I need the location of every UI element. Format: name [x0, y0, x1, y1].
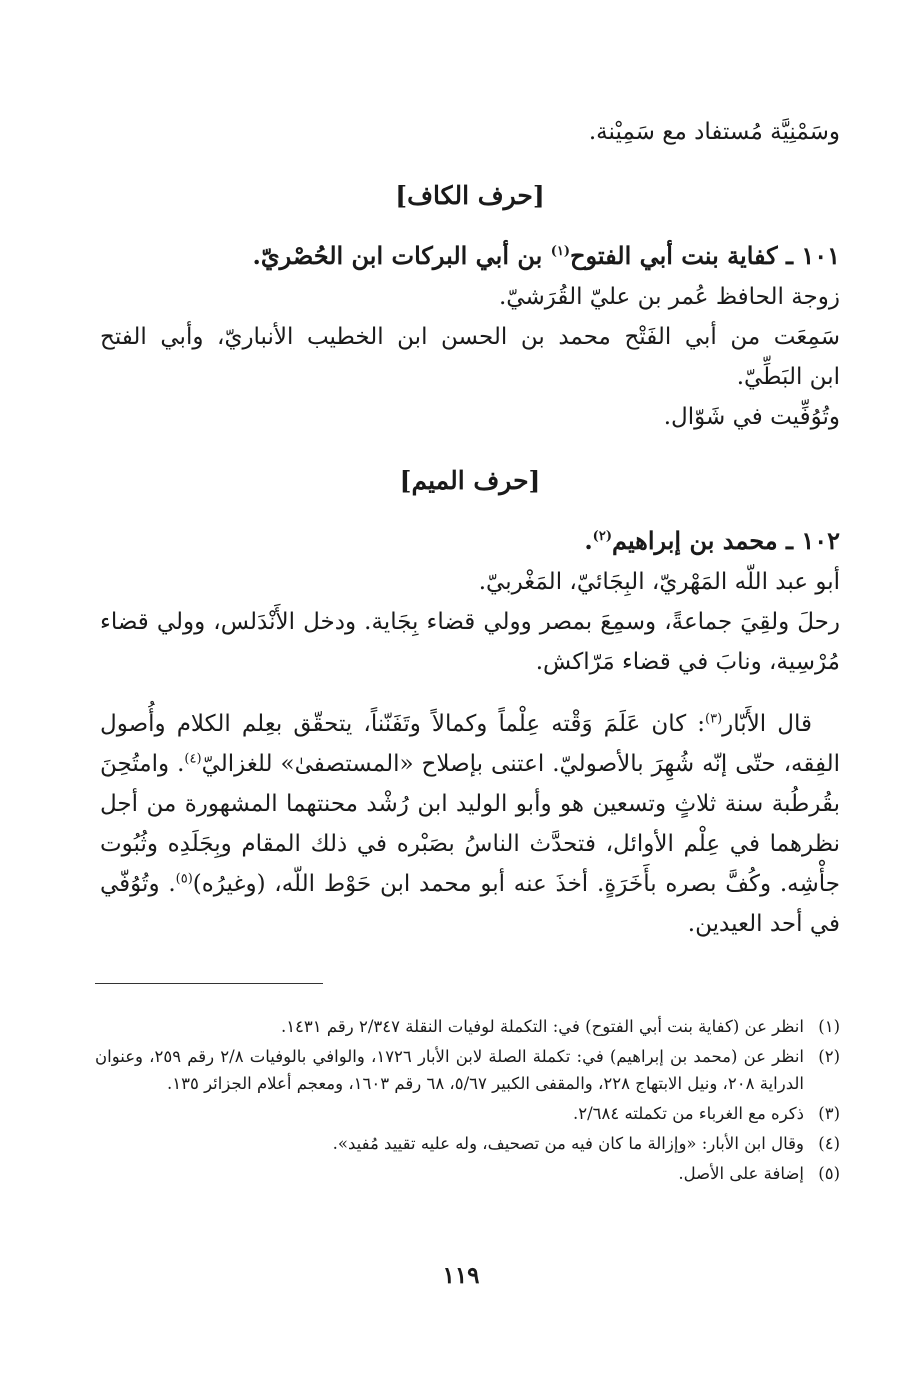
- section-heading-kaf: [حرف الكاف]: [395, 181, 545, 210]
- entry-102-line: أبو عبد اللّه المَهْريّ، البِجَائيّ، المَغْربيّ.: [478, 569, 840, 595]
- footnote: [95, 1043, 840, 1097]
- entry-name: كفاية بنت أبي الفتوح: [569, 241, 778, 270]
- main-text: [100, 112, 840, 944]
- entry-101-line: ابن البَطِّيّ.: [736, 364, 840, 390]
- footnote-ref-2: (٢): [592, 529, 612, 544]
- entry-101-line: زوجة الحافظ عُمر بن عليّ القُرَشيّ.: [498, 284, 840, 310]
- footnotes: [95, 1013, 840, 1190]
- footnote-text: إضافة على الأصل.: [678, 1164, 804, 1183]
- footnote-text: ذكره مع الغرباء من تكملته ٢/٦٨٤.: [572, 1104, 804, 1123]
- footnote-ref-5: (٥): [175, 871, 193, 887]
- page-number: ١١٩: [442, 1262, 480, 1289]
- continuation-line: وسَمْنِيَّة مُستفاد مع سَمِيْنة.: [588, 119, 840, 145]
- footnote-number: (٤): [818, 1134, 840, 1153]
- section-heading-mim: [حرف الميم]: [399, 466, 541, 495]
- entry-name-rest: .: [584, 526, 593, 555]
- entry-102-paragraph: قال الأَبّار$^{(٣)}$: كان عَلَمَ وَقْته عِلْماً وكمالاً وتَفَنّناً، يتحقّق بعِلم الكلام وأُصول الفِقه، حتّى إنّه شُهِرَ بالأصوليّ. اعتنى بإصلاح «المستصفىٰ» للغزاليّ$^{(٤)}$. وامتُحِنَ بقُرطُبة سنة ثلاثٍ وتسعين هو وأبو الوليد ابن رُشْد محنتهما المشهورة من أجل نظرهما في عِلْم الأوائل، فتحدَّث الناسُ بصَبْره في ذلك المقام وبِجَلَدِه وثُبُوت جأْشِه. وكُفَّ بصره بأَخَرَةٍ. أخذَ عنه أبو محمد ابن حَوْط اللّه، (وغيرُه)$^{(٥)}$. وتُوُفّي في أحد العيدين.: [100, 711, 841, 937]
- footnote-divider: [95, 983, 323, 984]
- footnote-text: انظر عن (كفاية بنت أبي الفتوح) في: التكملة لوفيات النقلة ٢/٣٤٧ رقم ١٤٣١.: [280, 1017, 804, 1036]
- footnote-ref-4: (٤): [184, 751, 202, 767]
- entry-101-line: وتُوُفِّيت في شَوّال.: [663, 404, 840, 430]
- entry-number: ١٠١ ـ: [785, 241, 840, 270]
- footnote-ref-1: (١): [550, 244, 570, 259]
- entry-102-line: رحلَ ولقِيَ جماعةً، وسمِعَ بمصر وولي قضاء بِجَاية. ودخل الأَنْدَلس، وولي قضاء مُرْسِية، ونابَ في قضاء مَرّاكش.: [100, 609, 840, 675]
- entry-number: ١٠٢ ـ: [785, 526, 840, 555]
- footnote-ref-3: (٣): [705, 711, 723, 727]
- footnote-number: (٣): [818, 1104, 840, 1123]
- entry-101-title: [100, 236, 840, 277]
- entry-101-line: سَمِعَت من أبي الفَتْح محمد بن الحسن ابن الخطيب الأنباريّ، وأبي الفتح: [100, 324, 840, 350]
- entry-name-rest: بن أبي البركات ابن الحُصْريّ.: [252, 241, 543, 270]
- footnote-number: (٥): [818, 1164, 840, 1183]
- footnote: [95, 1130, 840, 1157]
- footnote-text: وقال ابن الأبار: «وإزالة ما كان فيه من تصحيف، وله عليه تقييد مُفيد».: [332, 1134, 804, 1153]
- paragraph-gap: [100, 682, 840, 704]
- entry-102-title: [100, 521, 840, 562]
- footnote: [95, 1160, 840, 1187]
- entry-name: محمد بن إبراهيم: [611, 526, 778, 555]
- footnote: [95, 1013, 840, 1040]
- footnote-number: (١): [818, 1017, 840, 1036]
- footnote: [95, 1100, 840, 1127]
- footnote-text: انظر عن (محمد بن إبراهيم) في: تكملة الصلة لابن الأبار ١٧٢٦، والوافي بالوفيات ٢/٨ رقم ٢٥٩، وعنوان الدراية ٢٠٨، ونيل الابتهاج ٢٢٨، والمقفى الكبير ٥/٦٧، ٦٨ رقم ١٦٠٣، ومعجم أعلام الجزائر ١٣٥.: [95, 1047, 804, 1093]
- footnote-number: (٢): [818, 1047, 840, 1066]
